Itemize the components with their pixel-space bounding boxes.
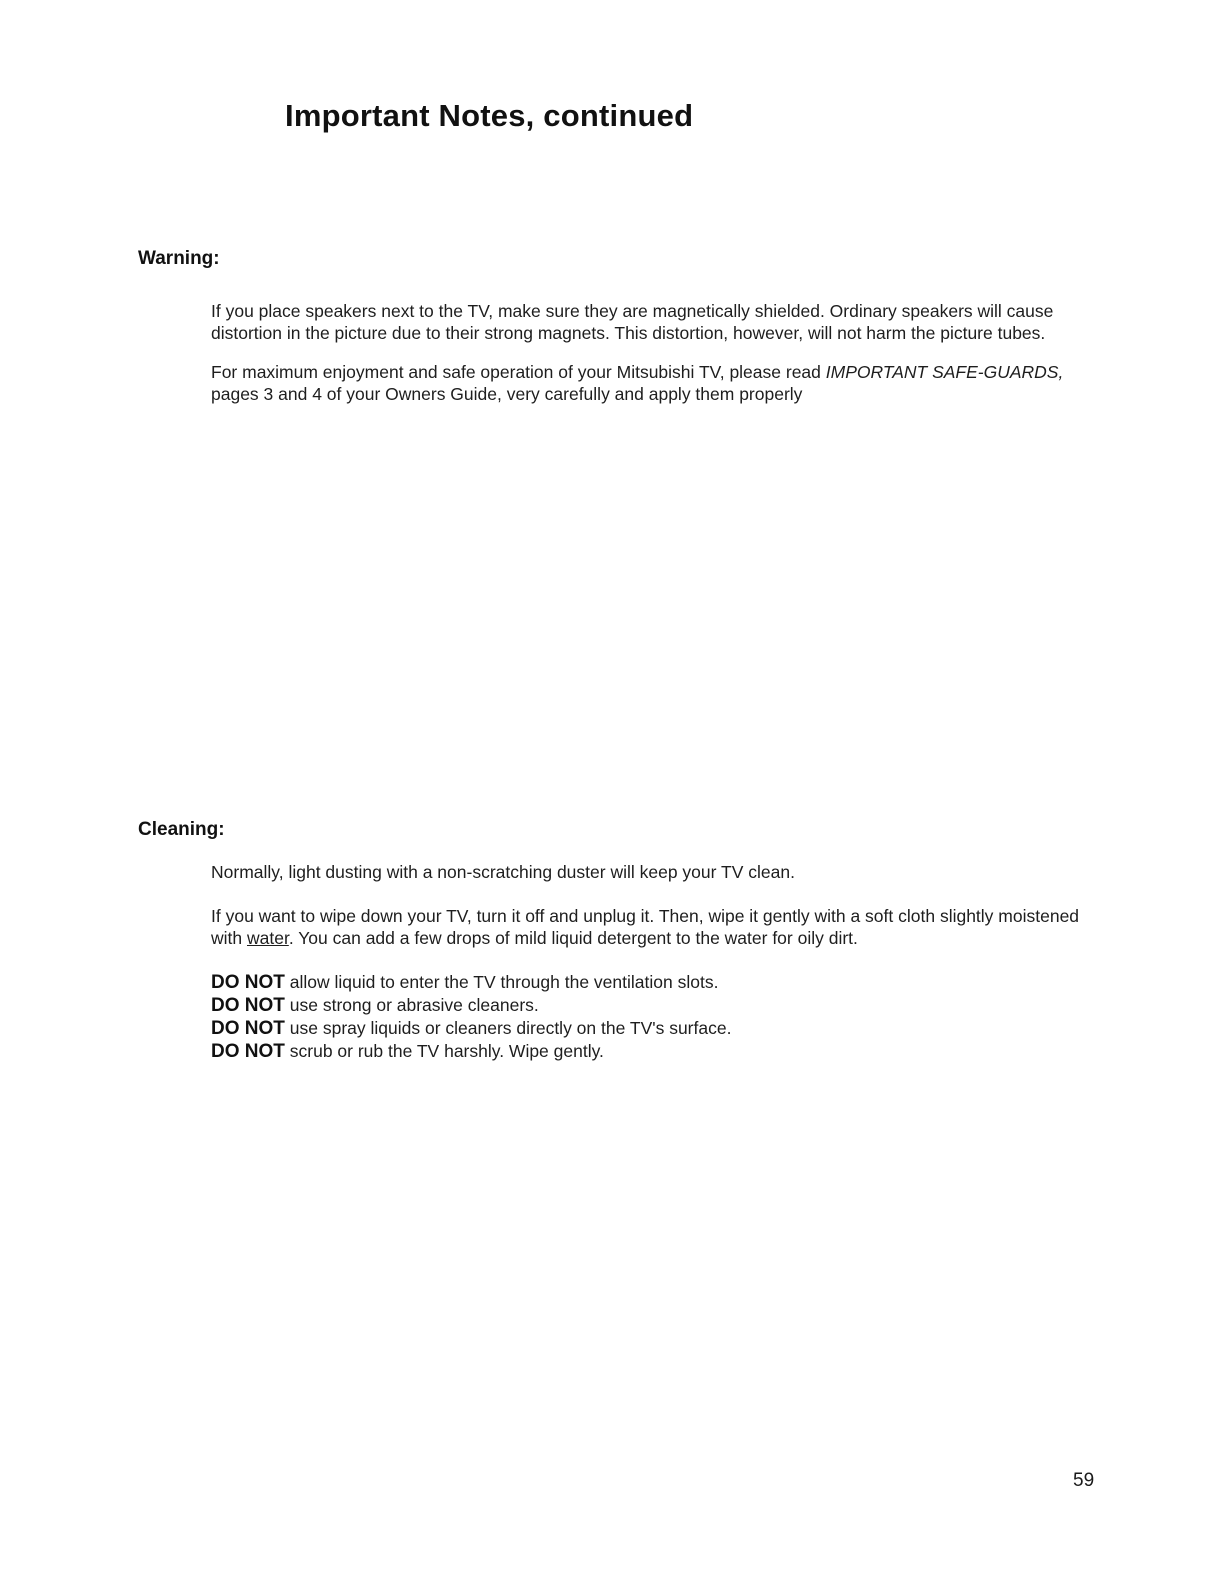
donot-label: DO NOT xyxy=(211,1041,285,1062)
warning-section xyxy=(211,300,1111,405)
water-emphasis: water xyxy=(246,928,289,948)
safeguards-reference: IMPORTANT SAFE-GUARDS, xyxy=(825,362,1064,382)
donot-text: use strong or abrasive cleaners. xyxy=(284,995,539,1015)
donot-item xyxy=(211,1017,1111,1040)
cleaning-paragraph-wipe xyxy=(211,905,1111,949)
cleaning-section xyxy=(211,861,1111,1063)
warning-paragraph-speakers: If you place speakers next to the TV, make sure they are magnetically shielded. Ordinary speakers will cause distortion in the picture due to their strong magnets. This distortion, however, will not harm the picture tubes. xyxy=(211,301,1054,343)
donot-label: DO NOT xyxy=(211,1018,285,1039)
page-number: 59 xyxy=(1073,1470,1095,1491)
donot-label: DO NOT xyxy=(211,972,285,993)
donot-item xyxy=(211,971,1111,994)
donot-text: allow liquid to enter the TV through the ventilation slots. xyxy=(284,972,719,992)
wipe-text-after: . You can add a few drops of mild liquid detergent to the water for oily dirt. xyxy=(288,928,858,948)
donot-text: scrub or rub the TV harshly. Wipe gently. xyxy=(284,1041,604,1061)
wipe-text-before: If you want to wipe down your TV, turn it off and unplug it. Then, wipe it gently with a soft cloth slightly moistened with xyxy=(211,906,1080,948)
warning-paragraph-safeguards xyxy=(211,361,1111,405)
donot-item xyxy=(211,994,1111,1017)
donot-label: DO NOT xyxy=(211,995,285,1016)
safeguards-text-after: pages 3 and 4 of your Owners Guide, very carefully and apply them properly xyxy=(211,384,803,404)
donot-item xyxy=(211,1040,1111,1063)
safeguards-text-before: For maximum enjoyment and safe operation of your Mitsubishi TV, please read xyxy=(211,362,826,382)
page-title: Important Notes, continued xyxy=(285,98,694,133)
warning-heading: Warning: xyxy=(138,248,220,269)
cleaning-paragraph-dusting: Normally, light dusting with a non-scratching duster will keep your TV clean. xyxy=(211,862,795,882)
cleaning-heading: Cleaning: xyxy=(138,819,225,840)
donot-text: use spray liquids or cleaners directly on the TV's surface. xyxy=(284,1018,732,1038)
